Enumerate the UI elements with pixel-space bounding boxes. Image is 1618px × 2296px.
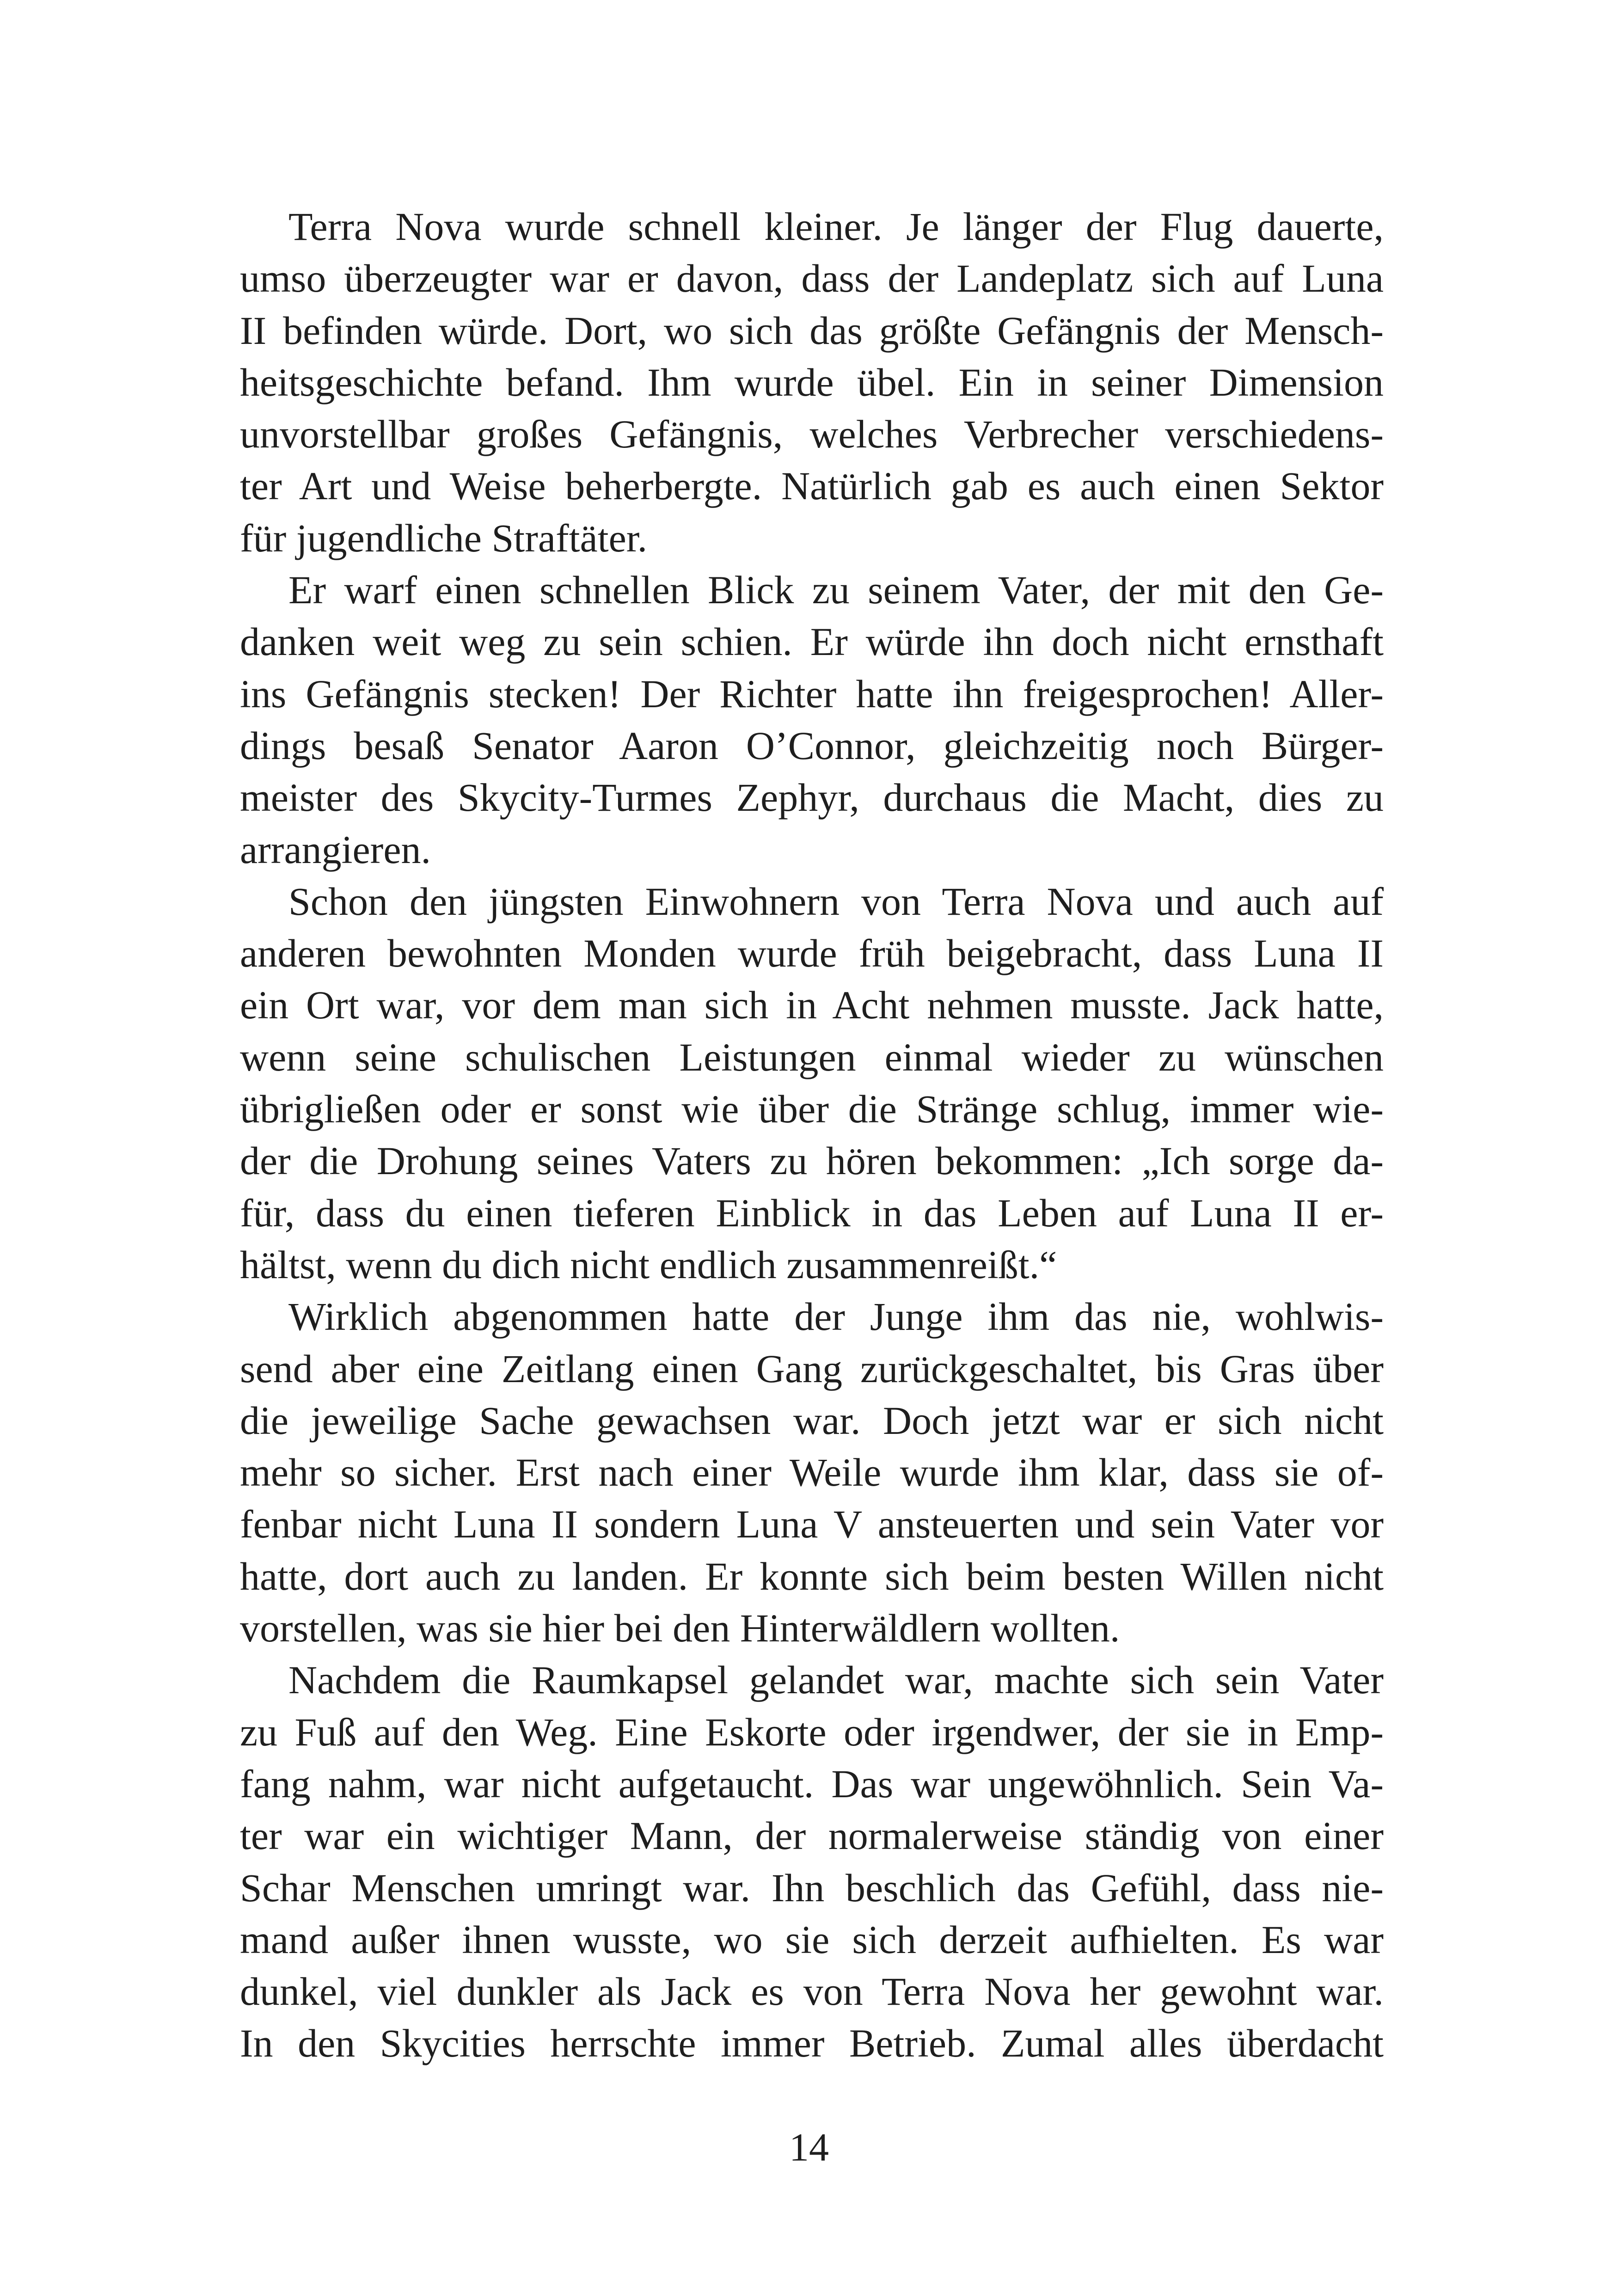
paragraph (240, 876, 1384, 1291)
text-line: Schar Menschen umringt war. Ihn beschlich das Gefühl, dass nie- (240, 1865, 1384, 1910)
text-line: vorstellen, was sie hier bei den Hinterwäldlern wollten. (240, 1606, 1120, 1651)
text-line: Wirklich abgenommen hatte der Junge ihm das nie, wohlwis- (288, 1294, 1384, 1339)
text-line: heitsgeschichte befand. Ihm wurde übel. Ein in seiner Dimension (240, 360, 1384, 404)
text-line: für, dass du einen tieferen Einblick in das Leben auf Luna II er- (240, 1190, 1384, 1235)
text-line: fenbar nicht Luna II sondern Luna V ansteuerten und sein Vater vor (240, 1502, 1384, 1547)
text-line: die jeweilige Sache gewachsen war. Doch jetzt war er sich nicht (240, 1398, 1384, 1443)
text-line: fang nahm, war nicht aufgetaucht. Das war ungewöhnlich. Sein Va- (240, 1761, 1384, 1806)
text-line: für jugendliche Straftäter. (240, 515, 648, 560)
text-line: ins Gefängnis stecken! Der Richter hatte ihn freigesprochen! Aller- (240, 671, 1384, 716)
text-line: dings besaß Senator Aaron O’Connor, gleichzeitig noch Bürger- (240, 723, 1384, 768)
text-line: hatte, dort auch zu landen. Er konnte sich beim besten Willen nicht (240, 1554, 1384, 1598)
paragraph (240, 1654, 1384, 2069)
text-line: übrigließen oder er sonst wie über die Stränge schlug, immer wie- (240, 1087, 1384, 1132)
text-line: Schon den jüngsten Einwohnern von Terra Nova und auch auf (288, 879, 1384, 924)
text-line: unvorstellbar großes Gefängnis, welches Verbrecher verschiedens- (240, 412, 1384, 457)
paragraph (240, 201, 1384, 564)
text-line: hältst, wenn du dich nicht endlich zusammenreißt.“ (240, 1242, 1057, 1287)
text-line: In den Skycities herrschte immer Betrieb. Zumal alles überdacht (240, 2021, 1384, 2066)
body-text (240, 201, 1384, 2069)
text-line: mand außer ihnen wusste, wo sie sich derzeit aufhielten. Es war (240, 1917, 1384, 1962)
paragraph (240, 564, 1384, 876)
text-line: danken weit weg zu sein schien. Er würde ihn doch nicht ernsthaft (240, 619, 1384, 664)
text-line: zu Fuß auf den Weg. Eine Eskorte oder irgendwer, der sie in Emp- (240, 1709, 1384, 1754)
text-line: ein Ort war, vor dem man sich in Acht nehmen musste. Jack hatte, (240, 983, 1384, 1028)
paragraph (240, 1291, 1384, 1654)
text-line: Nachdem die Raumkapsel gelandet war, machte sich sein Vater (288, 1658, 1384, 1702)
text-line: Er warf einen schnellen Blick zu seinem Vater, der mit den Ge- (288, 568, 1384, 612)
page-number: 14 (789, 2125, 829, 2169)
text-line: Terra Nova wurde schnell kleiner. Je länger der Flug dauerte, (288, 204, 1384, 249)
text-line: ter war ein wichtiger Mann, der normalerweise ständig von einer (240, 1813, 1384, 1858)
text-line: send aber eine Zeitlang einen Gang zurückgeschaltet, bis Gras über (240, 1346, 1384, 1391)
text-line: der die Drohung seines Vaters zu hören bekommen: „Ich sorge da- (240, 1139, 1384, 1183)
text-line: meister des Skycity-Turmes Zephyr, durchaus die Macht, dies zu (240, 775, 1384, 820)
text-line: arrangieren. (240, 827, 431, 872)
text-line: mehr so sicher. Erst nach einer Weile wurde ihm klar, dass sie of- (240, 1450, 1384, 1495)
text-line: anderen bewohnten Monden wurde früh beigebracht, dass Luna II (240, 931, 1384, 976)
text-line: dunkel, viel dunkler als Jack es von Terra Nova her gewohnt war. (240, 1969, 1384, 2014)
text-line: wenn seine schulischen Leistungen einmal wieder zu wünschen (240, 1035, 1384, 1079)
text-line: umso überzeugter war er davon, dass der Landeplatz sich auf Luna (240, 256, 1384, 301)
text-line: II befinden würde. Dort, wo sich das größte Gefängnis der Mensch- (240, 308, 1384, 353)
text-line: ter Art und Weise beherbergte. Natürlich gab es auch einen Sektor (240, 464, 1384, 508)
